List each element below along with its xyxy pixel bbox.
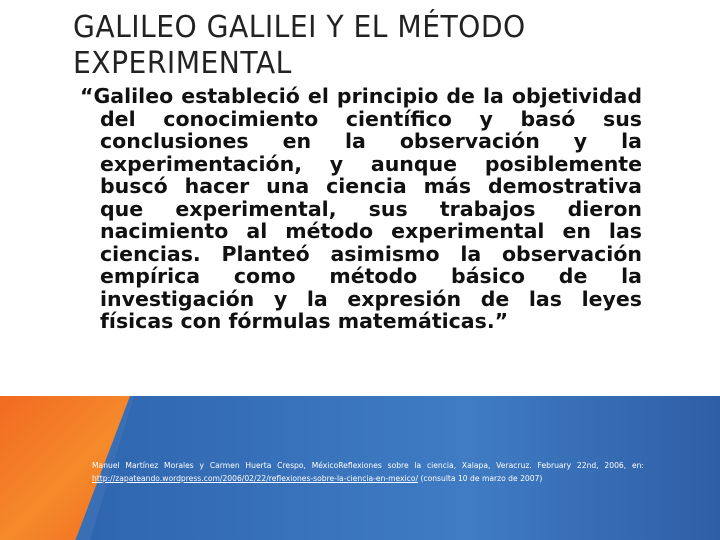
citation-link[interactable]: http://zapateando.wordpress.com/2006/02/22/reflexiones-sobre-la-ciencia-en-mexico/ bbox=[92, 474, 419, 483]
citation-note: (consulta 10 de marzo de 2007) bbox=[418, 474, 543, 483]
citation bbox=[92, 459, 644, 485]
quote-text: “Galileo estableció el principio de la objetividad del conocimiento científico y basó sus conclusiones en la observación y la experimentación, y aunque posiblemente buscó hacer una ciencia más demostrativa que experimental, sus trabajos dieron nacimiento al método experimental en las ciencias. Planteó asimismo la observación empírica como método básico de la investigación y la expresión de las leyes físicas con fórmulas matemáticas.” bbox=[80, 84, 642, 333]
quote-body bbox=[80, 85, 642, 333]
citation-text: Manuel Martínez Morales y Carmen Huerta Crespo, MéxicoReflexiones sobre la ciencia, Xalapa, Veracruz. February 22nd, 2006, en: bbox=[92, 461, 644, 470]
slide-title: GALILEO GALILEI Y EL MÉTODO EXPERIMENTAL bbox=[73, 10, 526, 81]
